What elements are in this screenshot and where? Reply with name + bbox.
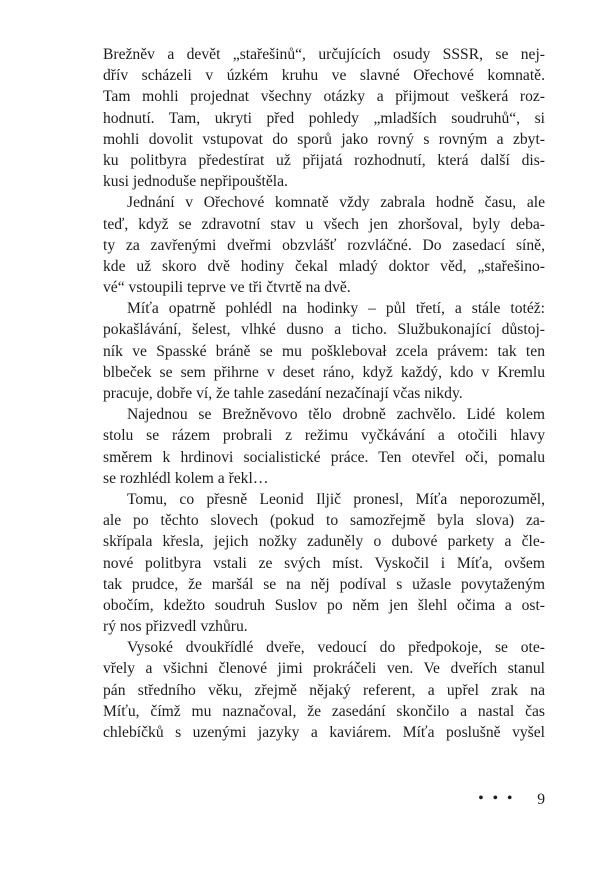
page-number: 9 [537, 791, 545, 808]
text-line: teď, když se zdravotní stav u všech jen zhoršoval, byly deba- [103, 215, 545, 233]
page-footer [440, 788, 545, 812]
text-line: hodnutí. Tam, ukryti před pohledy „mladších soudruhů“, si [103, 109, 545, 127]
footer-ornament: • • • [478, 791, 516, 806]
text-line: pán středního věku, zřejmě nějaký referent, a upřel zrak na [103, 681, 545, 699]
text-line: tak prudce, že maršál se na něj podíval s užasle povytaženým [103, 575, 545, 593]
text-line: směrem k hrdinovi socialistické práce. Ten otevřel oči, pomalu [103, 448, 545, 466]
text-line: vé“ vstoupili teprve ve tři čtvrtě na dvě. [103, 279, 351, 297]
text-line: kde už skoro dvě hodiny čekal mladý doktor věd, „stařešino- [103, 257, 545, 275]
text-line: pracuje, dobře ví, že tahle zasedání nezačínají včas nikdy. [103, 385, 463, 402]
text-line: skřípala křesla, jejich nožky zaduněly o dubové parkety a čle- [103, 533, 545, 551]
text-line: chlebíčků s uzenými jazyky a kaviárem. Míťa poslušně vyšel [103, 724, 545, 741]
text-line: ku politbyra předestírat už přijatá rozhodnutí, která další dis- [103, 151, 545, 169]
text-line: Tomu, co přesně Leonid Iljič pronesl, Míťa neporozuměl, [127, 490, 545, 508]
text-line: ník ve Spasské bráně se mu pošklebovał zcela právem: tak ten [103, 342, 545, 360]
text-line: kusi jednoduše nepřipouštěla. [103, 173, 288, 191]
text-line: Vysoké dvoukřídlé dveře, vedoucí do předpokoje, se ote- [127, 639, 545, 657]
text-line: ty za zavřenými dveřmi obzvlášť rozvláčné. Do zasedací síně, [103, 236, 545, 254]
text-line: ale po těchto slovech (pokud to samozřejmě byla slova) za- [103, 512, 545, 530]
text-line: blbeček se sem přihrne v deset ráno, když každý, kdo v Kremlu [103, 363, 545, 381]
text-line: pokašlávání, šelest, vlhké dusno a ticho. Službukonající důstoj- [103, 321, 545, 339]
text-line: dřív scházeli v úzkém kruhu ve slavné Ořechové komnatě. [103, 67, 545, 85]
text-line: se rozhlédl kolem a řekl… [103, 469, 269, 487]
text-line: Míťa opatrně pohlédl na hodinky – půl třetí, a stále totéž: [127, 300, 545, 318]
text-line: Najednou se Brežněvovo tělo drobně zachvělo. Lidé kolem [127, 406, 545, 424]
text-line: stolu se rázem probrali z režimu vyčkávání a otočili hlavy [103, 427, 545, 445]
text-line: vřely a všichni členové jimi prokráčeli ven. Ve dveřích stanul [103, 660, 545, 678]
text-line: mohli dovolit vstupovat do sporů jako rovný s rovným a zbyt- [103, 130, 545, 148]
body-text [103, 44, 545, 743]
text-line: Tam mohli projednat všechny otázky a přijmout veškerá roz- [103, 88, 545, 106]
text-line: Míťu, čímž mu naznačoval, že zasedání skončilo a nastal čas [103, 702, 545, 720]
text-line: obočím, kdežto soudruh Suslov po něm jen šlehl očima a ost- [103, 596, 545, 614]
text-line: Brežněv a devět „stařešinů“, určujících osudy SSSR, se nej- [103, 46, 545, 63]
text-line: nové politbyra vstali ze svých míst. Vyskočil i Míťa, ovšem [103, 554, 545, 572]
text-line: rý nos přizvedl vzhůru. [103, 618, 248, 636]
text-line: Jednání v Ořechové komnatě vždy zabrala hodně času, ale [127, 194, 545, 212]
